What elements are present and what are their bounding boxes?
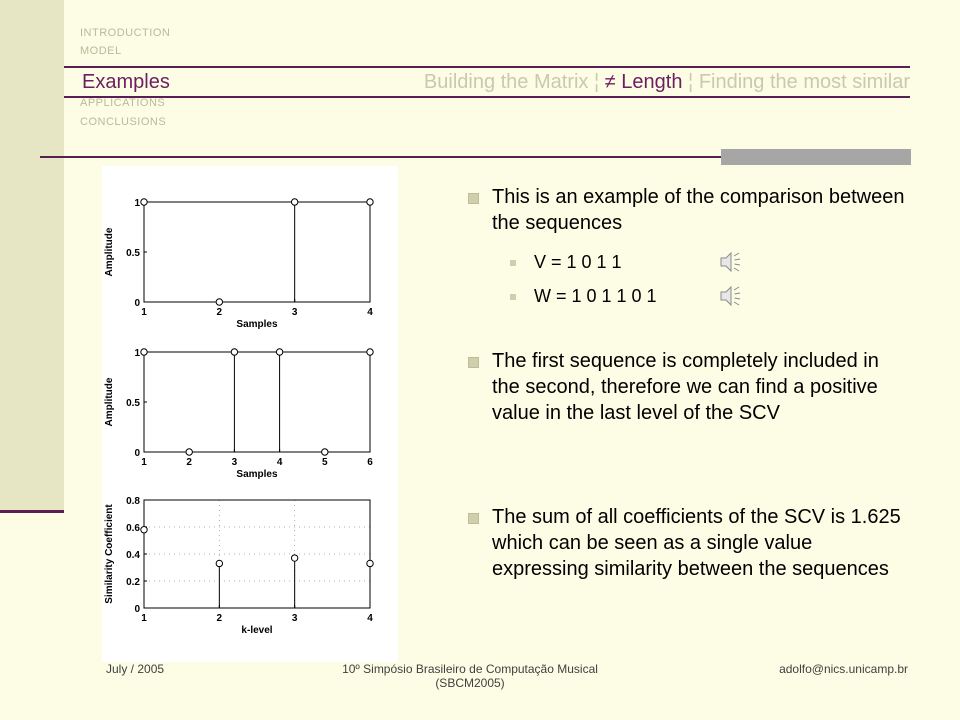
plot3-x-tick-label: 3: [291, 613, 298, 624]
plot3-stem-marker: [141, 527, 147, 533]
plot3-x-axis-label: k-level: [241, 625, 273, 636]
plot1-stem-marker: [367, 199, 373, 205]
stem-plots-figure: [102, 166, 398, 662]
plot2-y-tick-label: 0: [134, 448, 140, 459]
plot2-y-axis-label: Amplitude: [104, 377, 115, 427]
plot1-stem-marker: [291, 199, 297, 205]
footer-conference: 10º Simpósio Brasileiro de Computação Musical (SBCM2005): [342, 662, 598, 690]
plot3-y-tick-label: 0.8: [126, 496, 140, 507]
nav-item-examples[interactable]: Examples: [82, 71, 170, 93]
plot1-y-tick-label: 0.5: [126, 248, 140, 259]
plot1-x-tick-label: 3: [291, 307, 298, 318]
plot3-x-tick-label: 2: [216, 613, 223, 624]
plot2-y-tick-label: 0.5: [126, 398, 140, 409]
plot2-stem-marker: [231, 349, 237, 355]
nav-item-applications[interactable]: APPLICATIONS: [80, 97, 166, 109]
plot2-stem-marker: [322, 449, 328, 455]
plot1-x-axis-label: Samples: [236, 319, 278, 330]
plot3-stem-marker: [216, 560, 222, 566]
nav-sub-most-similar[interactable]: Finding the most similar: [698, 71, 910, 93]
bullet-sequence-v: V = 1 0 1 1: [510, 250, 622, 274]
nav-subsections: [424, 68, 910, 96]
plot2-stem-marker: [186, 449, 192, 455]
plot3-stem-marker: [291, 555, 297, 561]
nav-active-row: [64, 66, 910, 98]
plot3-y-tick-label: 0: [134, 604, 140, 615]
footer-email: adolfo@nics.unicamp.br: [779, 662, 908, 676]
plot1-x-tick-label: 4: [367, 307, 373, 318]
plot3-x-tick-label: 4: [367, 613, 373, 624]
title-divider-block: [721, 149, 911, 165]
plot1-stem-marker: [141, 199, 147, 205]
plot3-x-tick-label: 1: [141, 613, 147, 624]
left-accent-underline: [0, 510, 64, 513]
plot2-x-tick-label: 2: [186, 457, 192, 468]
plot2-x-tick-label: 3: [231, 457, 238, 468]
plot1-y-tick-label: 1: [134, 198, 140, 209]
plot3-y-tick-label: 0.6: [126, 523, 140, 534]
plot3-y-tick-label: 0.2: [126, 577, 140, 588]
bullet-sum: The sum of all coefficients of the SCV is 1.625 which can be seen as a single value expressing similarity between the sequences: [468, 504, 912, 582]
plot2-x-tick-label: 5: [322, 457, 328, 468]
plot1-y-tick-label: 0: [134, 298, 140, 309]
plot3-stem-marker: [367, 560, 373, 566]
nav-sub-building-matrix[interactable]: Building the Matrix: [423, 71, 589, 93]
plot3-y-axis-label: Similarity Coefficient: [104, 504, 115, 604]
left-accent-bar: [0, 0, 64, 512]
nav-separator: ¦: [594, 71, 605, 93]
plot1-y-axis-label: Amplitude: [104, 227, 115, 277]
bullet-comparison: This is an example of the comparison between the sequences: [468, 184, 912, 236]
nav-item-introduction[interactable]: INTRODUCTION: [80, 27, 171, 39]
nav-separator: ¦: [688, 71, 699, 93]
plot3-y-tick-label: 0.4: [126, 550, 140, 561]
speaker-icon-w[interactable]: [718, 284, 742, 308]
plot2-x-axis-label: Samples: [236, 469, 278, 480]
bullet-inclusion: The first sequence is completely included in the second, therefore we can find a positive value in the last level of the SCV: [468, 348, 912, 426]
plot2-x-tick-label: 6: [367, 457, 373, 468]
plot3-axes-box: [144, 500, 370, 608]
footer-date: July / 2005: [106, 662, 165, 676]
plot2-y-tick-label: 1: [134, 348, 140, 359]
plot1-stem-marker: [216, 299, 222, 305]
plot1-axes-box: [144, 202, 370, 302]
speaker-icon-v[interactable]: [718, 250, 742, 274]
plot2-stem-marker: [141, 349, 147, 355]
plot2-stem-marker: [367, 349, 373, 355]
plot2-x-tick-label: 4: [276, 457, 283, 468]
nav-sub-length[interactable]: ≠ Length: [604, 71, 683, 93]
nav-item-model[interactable]: MODEL: [80, 45, 122, 57]
plot1-x-tick-label: 2: [216, 307, 223, 318]
plot2-x-tick-label: 1: [141, 457, 147, 468]
plot2-stem-marker: [276, 349, 282, 355]
nav-item-conclusions[interactable]: CONCLUSIONS: [80, 116, 167, 128]
plot1-x-tick-label: 1: [141, 307, 147, 318]
stem-plots-svg: [102, 166, 398, 662]
bullet-sequence-w: W = 1 0 1 1 0 1: [510, 284, 657, 308]
plot2-axes-box: [144, 352, 370, 452]
